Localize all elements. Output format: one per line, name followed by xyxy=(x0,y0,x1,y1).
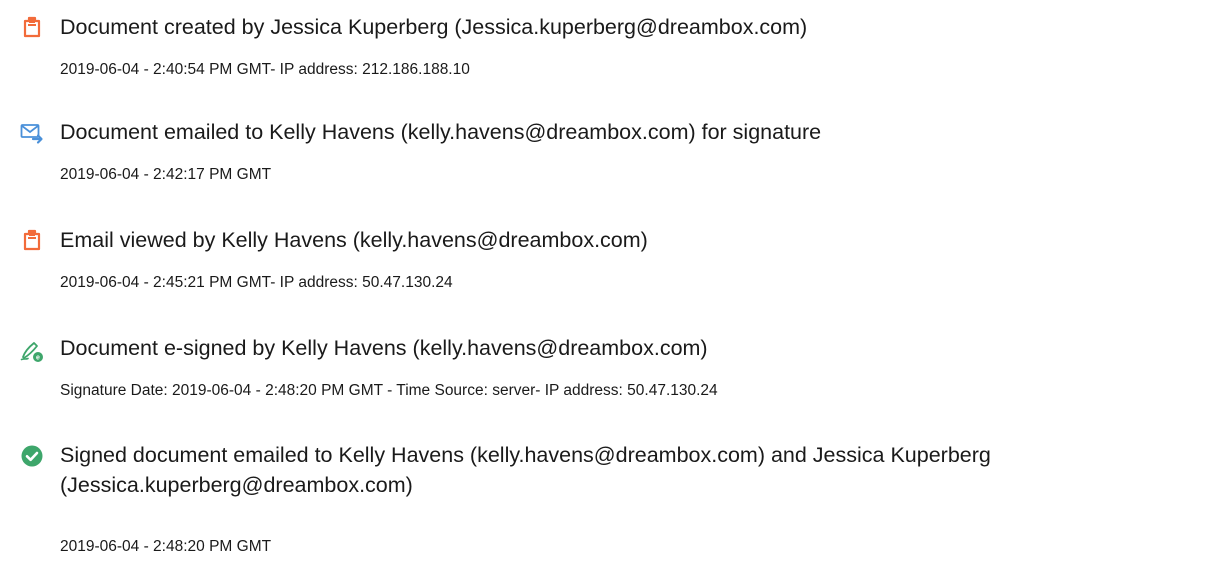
event-timestamp: 2019-06-04 - 2:42:17 PM GMT xyxy=(60,166,272,183)
svg-text:e: e xyxy=(36,354,40,362)
event-title: Document created by Jessica Kuperberg (Jessica.kuperberg@dreambox.com) xyxy=(60,15,808,39)
event-timestamp: Signature Date: 2019-06-04 - 2:48:20 PM GMT - Time Source: server- IP address: 50.47.130.24 xyxy=(60,382,718,399)
event-title: Document e-signed by Kelly Havens (kelly.havens@dreambox.com) xyxy=(60,336,708,360)
email-sent-icon xyxy=(20,121,44,145)
email-viewed-icon xyxy=(20,228,44,252)
event-title: Document emailed to Kelly Havens (kelly.havens@dreambox.com) for signature xyxy=(60,120,822,144)
event-title: Signed document emailed to Kelly Havens (kelly.havens@dreambox.com) and Jessica Kuperberg (Jessica.kuperberg@dreambox.com) xyxy=(60,443,991,497)
e-sign-icon xyxy=(20,339,44,363)
event-timestamp: 2019-06-04 - 2:48:20 PM GMT xyxy=(60,538,272,555)
document-created-icon xyxy=(20,15,44,39)
event-timestamp: 2019-06-04 - 2:40:54 PM GMT- IP address: 212.186.188.10 xyxy=(60,61,470,78)
event-title: Email viewed by Kelly Havens (kelly.havens@dreambox.com) xyxy=(60,228,648,252)
event-timestamp: 2019-06-04 - 2:45:21 PM GMT- IP address: 50.47.130.24 xyxy=(60,274,453,291)
check-circle-icon xyxy=(20,444,44,468)
